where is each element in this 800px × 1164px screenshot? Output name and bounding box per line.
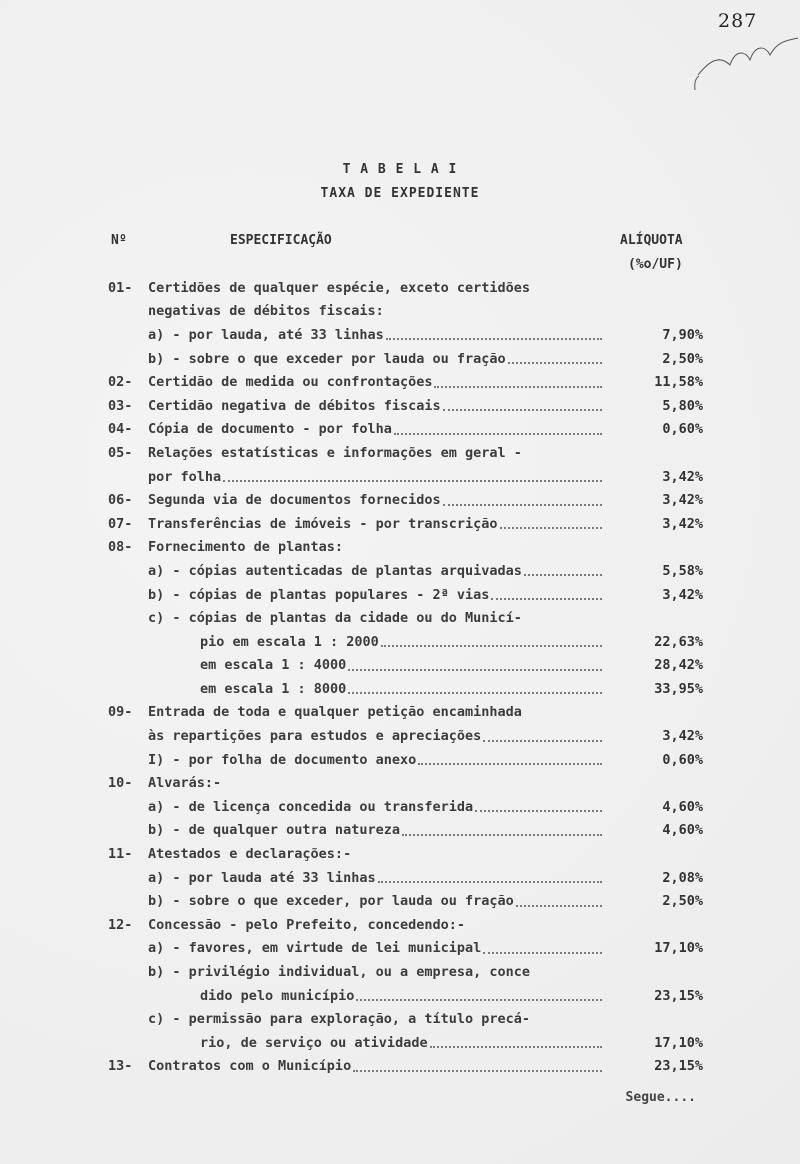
- table-row: [108, 559, 703, 583]
- header-rate: ALÍQUOTA: [620, 233, 683, 248]
- table-row: [108, 394, 703, 418]
- table-row: [108, 842, 703, 866]
- item-description: b) - de qualquer outra natureza: [148, 822, 400, 839]
- table-row: [108, 465, 703, 489]
- table-row: [108, 441, 703, 465]
- table-row: [108, 819, 703, 843]
- dot-leader: [386, 329, 602, 340]
- item-rate: 22,63%: [654, 633, 703, 650]
- item-number: 12-: [108, 916, 133, 933]
- header-number: Nº: [111, 233, 127, 248]
- dot-leader: [516, 896, 602, 907]
- item-description: b) - sobre o que exceder por lauda ou fração: [148, 350, 506, 367]
- item-description: Alvarás:-: [148, 775, 222, 792]
- table-row: [108, 418, 703, 442]
- item-rate: 3,42%: [662, 492, 703, 509]
- dot-leader: [483, 731, 602, 742]
- table-row: [108, 677, 703, 701]
- dot-leader: [483, 943, 602, 954]
- dot-leader: [491, 589, 602, 600]
- item-description: a) - de licença concedida ou transferida: [148, 798, 474, 815]
- item-rate: 7,90%: [662, 326, 703, 343]
- item-description: Cópia de documento - por folha: [148, 421, 392, 438]
- item-rate: 11,58%: [654, 374, 703, 391]
- table-row: [108, 347, 703, 371]
- table-row: [108, 536, 703, 560]
- dot-leader: [348, 660, 602, 671]
- item-description: em escala 1 : 4000: [200, 657, 347, 674]
- dot-leader: [475, 801, 602, 812]
- item-description: Transferências de imóveis - por transcrição: [148, 515, 498, 532]
- table-row: [108, 300, 703, 324]
- dot-leader: [434, 377, 602, 388]
- item-rate: 33,95%: [654, 680, 703, 697]
- item-rate: 28,42%: [654, 657, 703, 674]
- item-description: Certidões de qualquer espécie, exceto certidões: [148, 279, 531, 296]
- item-number: 04-: [108, 421, 133, 438]
- header-specification: ESPECIFICAÇÃO: [230, 233, 332, 248]
- table-row: [108, 323, 703, 347]
- table-row: [108, 1055, 703, 1079]
- item-rate: 17,10%: [654, 1034, 703, 1051]
- table-row: [108, 276, 703, 300]
- table-row: [108, 937, 703, 961]
- item-description: a) - favores, em virtude de lei municipal: [148, 940, 482, 957]
- item-description: b) - cópias de plantas populares - 2ª vias: [148, 586, 490, 603]
- item-rate: 0,60%: [662, 421, 703, 438]
- dot-leader: [381, 636, 602, 647]
- item-number: 07-: [108, 515, 133, 532]
- item-description: às repartições para estudos e apreciações: [148, 728, 482, 745]
- item-description: a) - cópias autenticadas de plantas arquivadas: [148, 562, 522, 579]
- dot-leader: [508, 353, 602, 364]
- item-description: Entrada de toda e qualquer petição encaminhada: [148, 704, 522, 721]
- item-description: negativas de débitos fiscais:: [148, 303, 384, 320]
- item-description: I) - por folha de documento anexo: [148, 751, 417, 768]
- dot-leader: [348, 683, 602, 694]
- item-rate: 4,60%: [662, 822, 703, 839]
- table-subtitle: TAXA DE EXPEDIENTE: [320, 186, 480, 201]
- item-rate: 2,08%: [662, 869, 703, 886]
- item-description: c) - cópias de plantas da cidade ou do Municí-: [148, 610, 522, 627]
- item-number: 02-: [108, 374, 133, 391]
- table-row: [108, 771, 703, 795]
- item-rate: 23,15%: [654, 987, 703, 1004]
- item-number: 03-: [108, 397, 133, 414]
- item-rate: 0,60%: [662, 751, 703, 768]
- dot-leader: [430, 1037, 602, 1048]
- table-row: [108, 889, 703, 913]
- table-row: [108, 370, 703, 394]
- table-row: [108, 488, 703, 512]
- table-row: [108, 583, 703, 607]
- dot-leader: [356, 990, 602, 1001]
- item-description: b) - privilégio individual, ou a empresa, conce: [148, 964, 531, 981]
- item-number: 01-: [108, 279, 133, 296]
- item-description: b) - sobre o que exceder, por lauda ou fração: [148, 893, 514, 910]
- table-row: [108, 748, 703, 772]
- table-row: [108, 913, 703, 937]
- item-description: Relações estatísticas e informações em geral -: [148, 444, 522, 461]
- item-description: Contratos com o Município: [148, 1058, 352, 1075]
- dot-leader: [223, 471, 602, 482]
- table-row: [108, 630, 703, 654]
- dot-leader: [418, 754, 602, 765]
- table-row: [108, 654, 703, 678]
- item-description: Fornecimento de plantas:: [148, 539, 344, 556]
- item-rate: 3,42%: [662, 515, 703, 532]
- fee-table: [108, 276, 703, 1078]
- page-number: 287: [718, 10, 758, 32]
- item-number: 09-: [108, 704, 133, 721]
- table-row: [108, 795, 703, 819]
- dot-leader: [443, 495, 602, 506]
- item-description: Segunda via de documentos fornecidos: [148, 492, 441, 509]
- item-description: Concessão - pelo Prefeito, concedendo:-: [148, 916, 465, 933]
- item-rate: 23,15%: [654, 1058, 703, 1075]
- header-rate-unit: (%o/UF): [628, 257, 683, 272]
- item-rate: 3,42%: [662, 728, 703, 745]
- item-description: Certidão de medida ou confrontações: [148, 374, 433, 391]
- item-description: em escala 1 : 8000: [200, 680, 347, 697]
- item-rate: 5,80%: [662, 397, 703, 414]
- item-rate: 4,60%: [662, 798, 703, 815]
- table-row: [108, 606, 703, 630]
- item-rate: 3,42%: [662, 586, 703, 603]
- item-number: 13-: [108, 1058, 133, 1075]
- table-row: [108, 701, 703, 725]
- item-rate: 17,10%: [654, 940, 703, 957]
- item-description: dido pelo município: [200, 987, 355, 1004]
- table-row: [108, 866, 703, 890]
- table-row: [108, 512, 703, 536]
- dot-leader: [443, 400, 602, 411]
- dot-leader: [394, 424, 602, 435]
- item-description: Atestados e declarações:-: [148, 846, 352, 863]
- table-row: [108, 984, 703, 1008]
- dot-leader: [500, 518, 603, 529]
- item-rate: 2,50%: [662, 350, 703, 367]
- handwritten-initials: [690, 30, 800, 100]
- dot-leader: [402, 825, 602, 836]
- item-number: 08-: [108, 539, 133, 556]
- dot-leader: [378, 872, 602, 883]
- dot-leader: [524, 565, 602, 576]
- table-row: [108, 960, 703, 984]
- dot-leader: [353, 1061, 602, 1072]
- item-description: por folha: [148, 468, 222, 485]
- table-title: T A B E L A I: [342, 162, 458, 177]
- item-description: Certidão negativa de débitos fiscais: [148, 397, 441, 414]
- item-description: a) - por lauda até 33 linhas: [148, 869, 376, 886]
- item-number: 11-: [108, 846, 133, 863]
- table-row: [108, 1007, 703, 1031]
- table-row: [108, 1031, 703, 1055]
- item-number: 10-: [108, 775, 133, 792]
- item-description: c) - permissão para exploração, a título precá-: [148, 1011, 531, 1028]
- item-description: rio, de serviço ou atividade: [200, 1034, 428, 1051]
- item-rate: 3,42%: [662, 468, 703, 485]
- continued-note: Segue....: [625, 1090, 696, 1105]
- table-row: [108, 724, 703, 748]
- item-rate: 2,50%: [662, 893, 703, 910]
- item-rate: 5,58%: [662, 562, 703, 579]
- item-number: 05-: [108, 444, 133, 461]
- item-description: pio em escala 1 : 2000: [200, 633, 379, 650]
- item-number: 06-: [108, 492, 133, 509]
- item-description: a) - por lauda, até 33 linhas: [148, 326, 384, 343]
